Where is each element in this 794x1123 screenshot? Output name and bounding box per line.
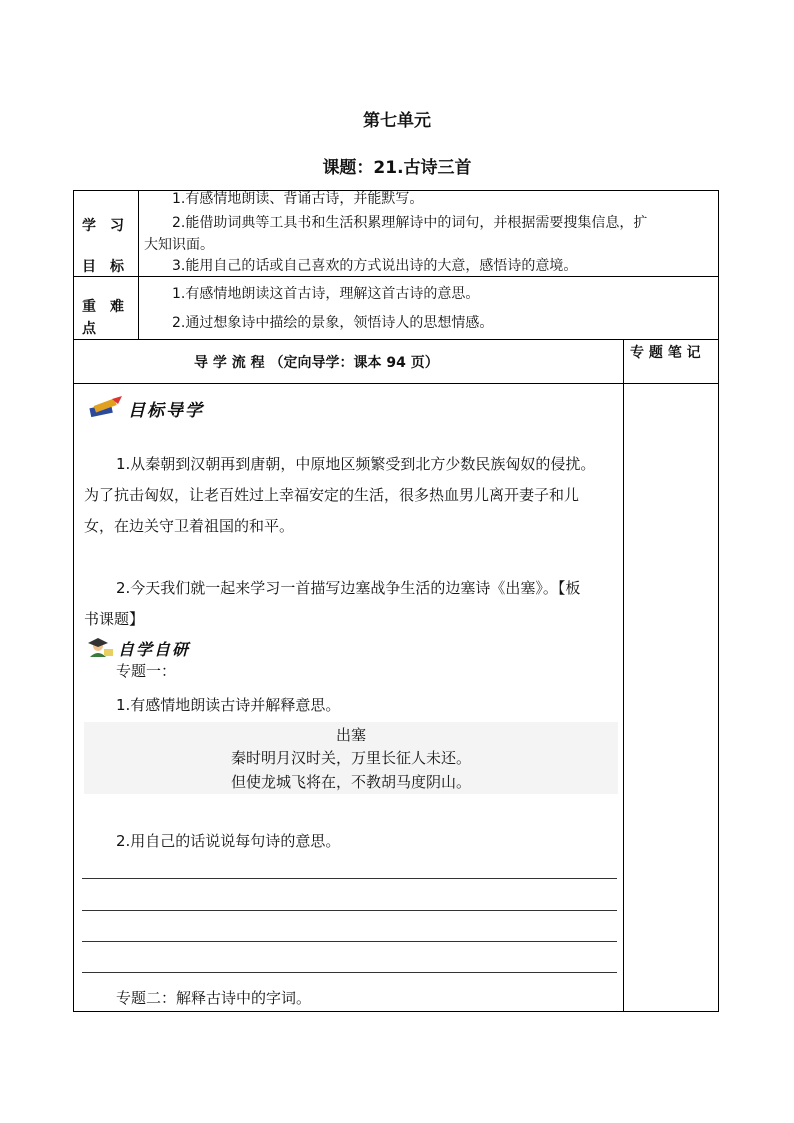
poem-line-1: 秦时明月汉时关，万里长征人未还。 (230, 749, 471, 767)
goal-item: 大知识面。 (144, 237, 214, 253)
pen-book-icon (88, 396, 124, 420)
keypoints-label-1: 重 难 (82, 299, 124, 315)
poem-line-2: 但使龙城飞将在，不教胡马度阴山。 (230, 773, 471, 791)
para1-line: 1.从秦朝到汉朝再到唐朝，中原地区频繁受到北方少数民族匈奴的侵扰。 (116, 455, 596, 473)
notes-header: 专 题 笔 记 (630, 345, 701, 361)
answer-line[interactable] (82, 941, 617, 942)
row-divider (74, 339, 718, 340)
para1-line: 女，在边关守卫着祖国的和平。 (84, 517, 295, 535)
goals-label-2: 目 标 (82, 259, 124, 275)
section2-title: 自学自研 (118, 640, 191, 659)
answer-line[interactable] (82, 910, 617, 911)
topic2: 专题二：解释古诗中的字词。 (116, 989, 312, 1007)
goal-item: 3.能用自己的话或自己喜欢的方式说出诗的大意，感悟诗的意境。 (172, 258, 578, 274)
worksheet-table (73, 190, 719, 1012)
student-icon (86, 637, 116, 659)
row-divider (74, 276, 718, 277)
lesson-title: 课题：21.古诗三首 (322, 158, 472, 178)
row-divider (74, 383, 718, 384)
task2: 2.用自己的话说说每句诗的意思。 (116, 832, 341, 850)
section1-title: 目标导学 (128, 401, 204, 421)
answer-line[interactable] (82, 878, 617, 879)
unit-title: 第七单元 (363, 111, 431, 131)
poem-title: 出塞 (335, 726, 366, 744)
task1: 1.有感情地朗读古诗并解释意思。 (116, 696, 341, 714)
goal-item: 2.能借助词典等工具书和生活积累理解诗中的词句，并根据需要搜集信息，扩 (172, 215, 648, 231)
label-column-divider (138, 191, 139, 339)
keypoint-item: 1.有感情地朗读这首古诗，理解这首古诗的意思。 (172, 286, 480, 302)
section-banner-self-study (86, 637, 256, 659)
goals-label-1: 学 习 (82, 218, 124, 234)
flow-header: 导 学 流 程 （定向导学：课本 94 页） (194, 355, 439, 371)
answer-line[interactable] (82, 972, 617, 973)
notes-column-divider (623, 339, 624, 1011)
section-banner-goals (88, 396, 258, 420)
keypoint-item: 2.通过想象诗中描绘的景象，领悟诗人的思想情感。 (172, 315, 494, 331)
para2-line: 书课题】 (84, 610, 145, 628)
topic1-label: 专题一： (116, 662, 177, 680)
para2-line: 2.今天我们就一起来学习一首描写边塞战争生活的边塞诗《出塞》。【板 (116, 579, 581, 597)
goal-item: 1.有感情地朗读、背诵古诗，并能默写。 (172, 191, 424, 207)
para1-line: 为了抗击匈奴，让老百姓过上幸福安定的生活，很多热血男儿离开妻子和儿 (84, 486, 580, 504)
keypoints-label-2: 点 (82, 321, 96, 337)
